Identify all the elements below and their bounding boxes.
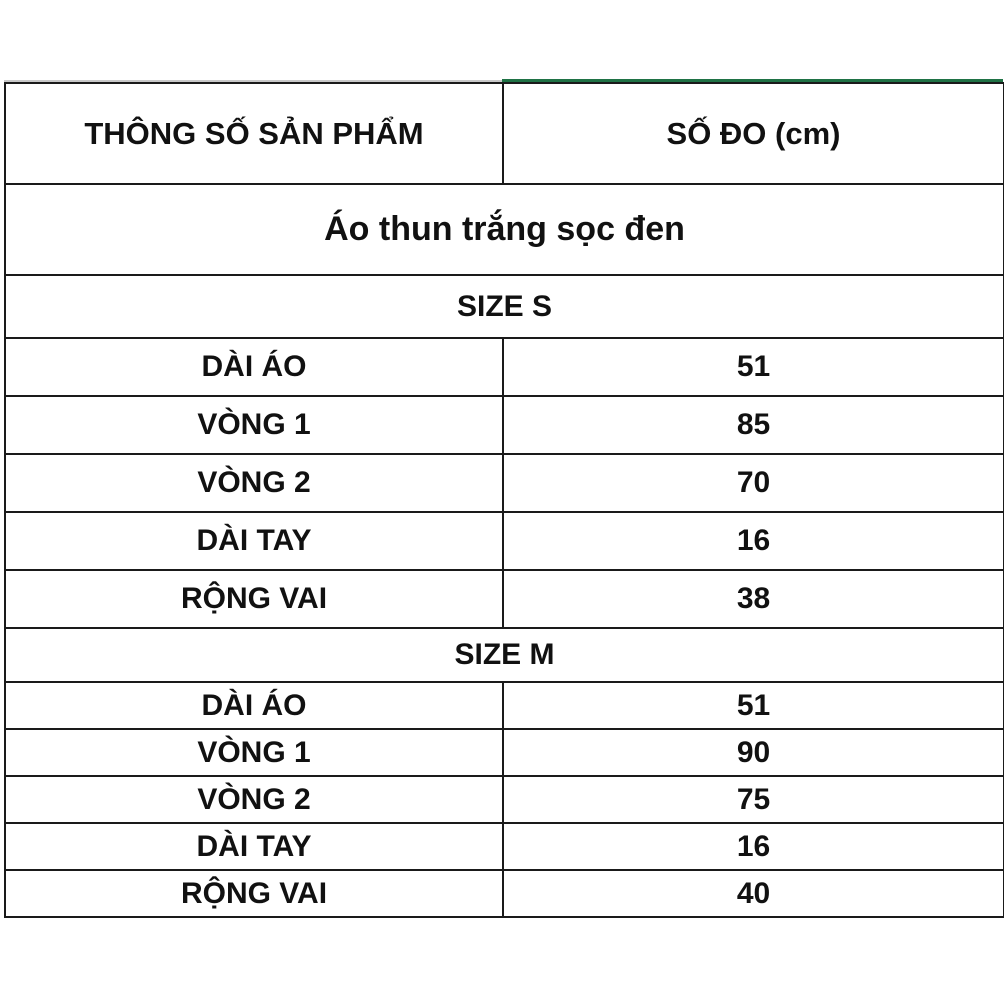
size-heading-row (5, 628, 1004, 682)
table-row (5, 512, 1004, 570)
size-spec-table (4, 82, 1004, 918)
product-row (5, 184, 1004, 275)
measure-name[interactable]: VÒNG 2 (5, 776, 503, 823)
table-row (5, 823, 1004, 870)
measure-value[interactable]: 51 (503, 682, 1004, 729)
measure-name[interactable]: VÒNG 1 (5, 396, 503, 454)
measure-name[interactable]: RỘNG VAI (5, 870, 503, 917)
size-m-heading[interactable]: SIZE M (5, 628, 1004, 682)
table-row (5, 454, 1004, 512)
size-heading-row (5, 275, 1004, 338)
measure-name[interactable]: DÀI ÁO (5, 682, 503, 729)
table-row (5, 396, 1004, 454)
product-name[interactable]: Áo thun trắng sọc đen (5, 184, 1004, 275)
table-row (5, 682, 1004, 729)
measure-value[interactable]: 16 (503, 512, 1004, 570)
header-measure-label[interactable]: SỐ ĐO (cm) (503, 83, 1004, 184)
measure-name[interactable]: DÀI ÁO (5, 338, 503, 396)
header-spec-label[interactable]: THÔNG SỐ SẢN PHẨM (5, 83, 503, 184)
measure-value[interactable]: 51 (503, 338, 1004, 396)
table-row (5, 338, 1004, 396)
header-row (5, 83, 1004, 184)
measure-value[interactable]: 40 (503, 870, 1004, 917)
measure-value[interactable]: 85 (503, 396, 1004, 454)
table-row (5, 570, 1004, 628)
measure-name[interactable]: VÒNG 2 (5, 454, 503, 512)
table-row (5, 870, 1004, 917)
measure-name[interactable]: DÀI TAY (5, 512, 503, 570)
measure-value[interactable]: 16 (503, 823, 1004, 870)
measure-name[interactable]: VÒNG 1 (5, 729, 503, 776)
size-s-heading[interactable]: SIZE S (5, 275, 1004, 338)
measure-name[interactable]: RỘNG VAI (5, 570, 503, 628)
measure-value[interactable]: 38 (503, 570, 1004, 628)
measure-value[interactable]: 90 (503, 729, 1004, 776)
measure-name[interactable]: DÀI TAY (5, 823, 503, 870)
table-row (5, 729, 1004, 776)
table-row (5, 776, 1004, 823)
measure-value[interactable]: 70 (503, 454, 1004, 512)
measure-value[interactable]: 75 (503, 776, 1004, 823)
